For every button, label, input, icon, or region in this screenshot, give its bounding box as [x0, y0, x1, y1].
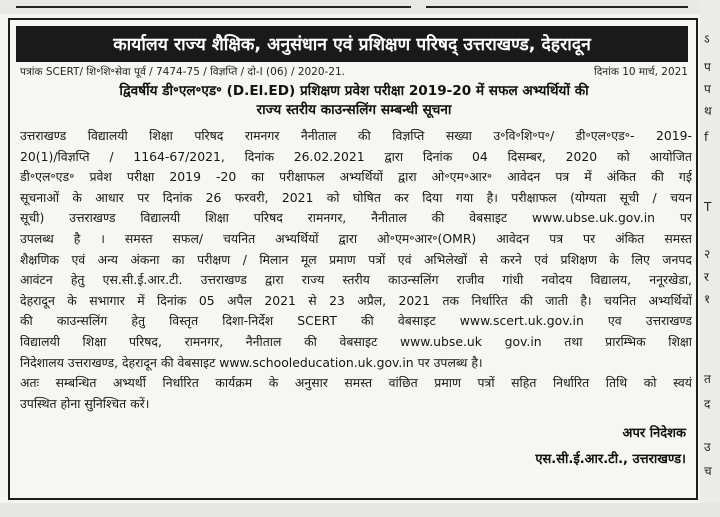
body-line: की काउन्सलिंग हेतु विस्तृत दिशा-निर्देश SCERT की वेबसाइट www.scert.uk.gov.in एव उत्तराखण्ड — [20, 313, 692, 329]
margin-glyph: १ — [704, 292, 711, 306]
body-line: उपस्थित होना सुनिश्चित करें। — [20, 395, 150, 411]
margin-glyph: T — [704, 200, 712, 214]
margin-glyph: र — [704, 270, 709, 284]
margin-glyph: उ — [704, 440, 711, 454]
body-line: सूचनाओं के आधार पर दिनांक 26 फरवरी, 2021 को घोषित कर दिया गया है। परीक्षाफल (योग्यता सूची / चयन — [20, 189, 692, 205]
body-line: उपलब्ध है । समस्त सफल/ चयनित अभ्यर्थियों द्वारा ओ॰एम॰आर॰(OMR) आवेदन पत्र पर अंकित समस्त — [20, 230, 692, 246]
column-rule-right — [426, 6, 688, 8]
body-line: अतः सम्बन्धित अभ्यर्थी निर्धारित कार्यक्रम के अनुसार समस्त वांछित प्रमाण पत्रों सहित निर्धारित तिथि को स्वयं — [20, 375, 692, 391]
notice-date: दिनांक 10 मार्च, 2021 — [593, 66, 688, 78]
body-line: उत्तराखण्ड विद्यालयी शिक्षा परिषद रामनगर नैनीताल की विज्ञप्ति सख्या उ॰वि॰शि॰प॰/ डी॰एल॰एड॰- 2019- — [20, 128, 692, 143]
body-line: सूची) उत्तराखण्ड विद्यालयी शिक्षा परिषद रामनगर, नैनीताल की वेबसाइट www.ubse.uk.gov.in पर — [20, 210, 692, 226]
public-notice — [8, 18, 698, 500]
reference-number: पत्रांक SCERT/ शि॰शि॰सेवा पूर्व / 7474-75 / विज्ञप्ति / दो-I (06) / 2020-21. — [20, 66, 346, 78]
body-line: निदेशालय उत्तराखण्ड, देहरादून की वेबसाइट www.schooleducation.uk.gov.in पर उपलब्ध है। — [20, 354, 483, 370]
reference-line — [20, 65, 688, 79]
body-line: देहरादून के सभागार में दिनांक 05 अपैल 2021 से 23 अप्रैल, 2021 तक निर्धारित की जाती है। चयनित अभ्यर्थियों — [20, 292, 692, 308]
margin-glyph: २ — [704, 247, 711, 261]
notice-body — [20, 126, 692, 414]
body-line: आवंटन हेतु एस.सी.ई.आर.टी. उत्तराखण्ड द्वारा राज्य स्तरीय काउन्सलिंग राजीव गांधी नवोदय विद्यालय, ननूरखेडा, — [20, 272, 692, 288]
margin-glyph: द — [704, 397, 711, 411]
margin-glyph: च — [704, 464, 712, 478]
margin-glyph: त — [704, 372, 711, 386]
margin-glyph: प — [704, 60, 711, 74]
body-line: 20(1)/विज्ञप्ति / 1164-67/2021, दिनांक 26.02.2021 द्वारा दिनांक 04 दिसम्बर, 2020 को आयोजित — [20, 148, 692, 164]
subject-line-2: राज्य स्तरीय काउन्सलिंग सम्बन्धी सूचना — [256, 102, 452, 118]
body-line: विद्यालयी शिक्षा परिषद, रामनगर, नैनीताल की वेबसाइट www.ubse.uk gov.in तथा प्रारम्भिक शिक्षा — [20, 333, 692, 349]
margin-glyph: f — [704, 130, 709, 144]
margin-glyph: थ — [704, 104, 712, 118]
signature-block — [535, 421, 686, 473]
subject-line-1: द्विवर्षीय डी॰एल॰एड॰ (D.El.ED) प्रशिक्षण प्रवेश परीक्षा 2019-20 में सफल अभ्यर्थियों की — [119, 83, 589, 99]
notice-subject — [22, 82, 686, 120]
signatory-title: अपर निदेशक — [622, 426, 686, 441]
body-line: शैक्षणिक एवं अन्य अंकना का परीक्षण / मिलान मूल प्रमाण पत्रों एवं अभिलेखों से करने एवं प्रशिक्षण के लिए जनपद — [20, 251, 692, 267]
margin-glyph: ऽ — [704, 32, 710, 46]
adjacent-column-fragment — [700, 0, 720, 517]
margin-glyph: प — [704, 82, 711, 96]
signatory-office: एस.सी.ई.आर.टी., उत्तराखण्ड। — [535, 452, 686, 467]
office-header-banner: कार्यालय राज्य शैक्षिक, अनुसंधान एवं प्रशिक्षण परिषद् उत्तराखण्ड, देहरादून — [16, 26, 688, 62]
column-rule-left — [16, 6, 411, 8]
adjacent-article-bottom — [0, 503, 720, 517]
body-line: डी॰एल॰एड॰ प्रवेश परीक्षा 2019 -20 का परीक्षाफल अभ्यर्थियों द्वारा ओ॰एम॰आर॰ आवेदन पत्र में अंकित की गई — [20, 169, 692, 185]
